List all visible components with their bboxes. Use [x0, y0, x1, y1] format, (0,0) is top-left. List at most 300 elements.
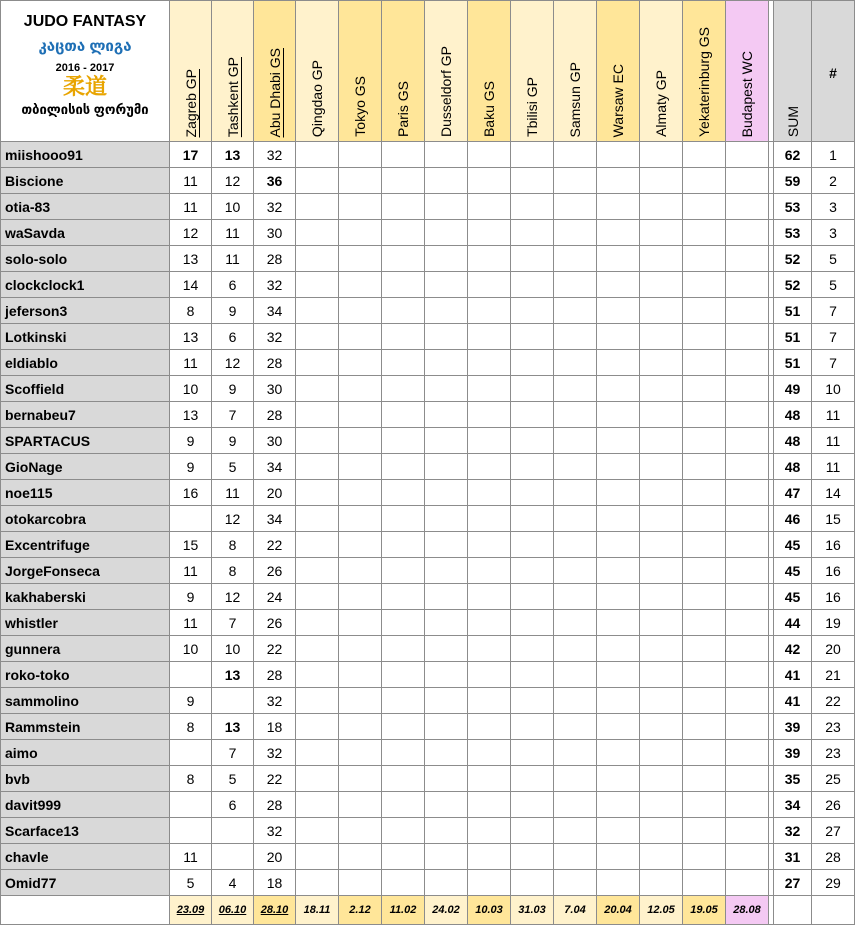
player-name[interactable]: Lotkinski: [1, 324, 170, 350]
player-name[interactable]: Excentrifuge: [1, 532, 170, 558]
score-cell[interactable]: [683, 194, 726, 220]
score-cell[interactable]: [296, 272, 339, 298]
table-row[interactable]: [1, 584, 855, 610]
score-cell[interactable]: [640, 792, 683, 818]
score-cell[interactable]: 7: [212, 610, 254, 636]
score-cell[interactable]: [468, 428, 511, 454]
score-cell[interactable]: [683, 844, 726, 870]
score-cell[interactable]: [683, 246, 726, 272]
score-cell[interactable]: [511, 220, 554, 246]
table-row[interactable]: [1, 714, 855, 740]
score-cell[interactable]: 13: [170, 402, 212, 428]
score-cell[interactable]: [511, 272, 554, 298]
score-cell[interactable]: [339, 428, 382, 454]
score-cell[interactable]: 7: [212, 740, 254, 766]
score-cell[interactable]: [382, 506, 425, 532]
score-cell[interactable]: [296, 870, 339, 896]
score-cell[interactable]: 9: [212, 376, 254, 402]
score-cell[interactable]: [640, 662, 683, 688]
score-cell[interactable]: [468, 272, 511, 298]
score-cell[interactable]: [339, 636, 382, 662]
sum-cell[interactable]: 47: [774, 480, 812, 506]
sum-cell[interactable]: 39: [774, 740, 812, 766]
score-cell[interactable]: 32: [254, 324, 296, 350]
score-cell[interactable]: 6: [212, 272, 254, 298]
score-cell[interactable]: [511, 168, 554, 194]
event-header-6[interactable]: [425, 1, 468, 142]
score-cell[interactable]: 8: [170, 766, 212, 792]
player-name[interactable]: aimo: [1, 740, 170, 766]
score-cell[interactable]: [339, 350, 382, 376]
score-cell[interactable]: [382, 142, 425, 168]
score-cell[interactable]: [511, 376, 554, 402]
score-cell[interactable]: [640, 766, 683, 792]
score-cell[interactable]: [554, 402, 597, 428]
player-name[interactable]: otia-83: [1, 194, 170, 220]
score-cell[interactable]: [339, 168, 382, 194]
score-cell[interactable]: 14: [170, 272, 212, 298]
score-cell[interactable]: [339, 558, 382, 584]
sum-cell[interactable]: 46: [774, 506, 812, 532]
score-cell[interactable]: [511, 142, 554, 168]
score-cell[interactable]: 9: [212, 298, 254, 324]
score-cell[interactable]: [554, 818, 597, 844]
sum-cell[interactable]: 48: [774, 402, 812, 428]
score-cell[interactable]: [382, 766, 425, 792]
score-cell[interactable]: [554, 844, 597, 870]
score-cell[interactable]: 18: [254, 714, 296, 740]
rank-cell[interactable]: 19: [812, 610, 855, 636]
score-cell[interactable]: [597, 636, 640, 662]
score-cell[interactable]: [296, 428, 339, 454]
score-cell[interactable]: [339, 688, 382, 714]
score-cell[interactable]: [683, 324, 726, 350]
score-cell[interactable]: [339, 272, 382, 298]
score-cell[interactable]: [425, 766, 468, 792]
rank-cell[interactable]: 23: [812, 740, 855, 766]
score-cell[interactable]: 9: [170, 428, 212, 454]
sum-cell[interactable]: 45: [774, 584, 812, 610]
rank-cell[interactable]: 7: [812, 350, 855, 376]
score-cell[interactable]: [468, 246, 511, 272]
score-cell[interactable]: [212, 818, 254, 844]
player-name[interactable]: eldiablo: [1, 350, 170, 376]
score-cell[interactable]: 11: [212, 246, 254, 272]
score-cell[interactable]: [597, 246, 640, 272]
score-cell[interactable]: [382, 402, 425, 428]
score-cell[interactable]: 8: [212, 558, 254, 584]
score-cell[interactable]: [554, 766, 597, 792]
score-cell[interactable]: [425, 272, 468, 298]
score-cell[interactable]: [382, 688, 425, 714]
score-cell[interactable]: [339, 480, 382, 506]
score-cell[interactable]: 9: [170, 688, 212, 714]
score-cell[interactable]: [726, 610, 769, 636]
score-cell[interactable]: [683, 818, 726, 844]
table-row[interactable]: [1, 454, 855, 480]
score-cell[interactable]: [597, 168, 640, 194]
player-name[interactable]: SPARTACUS: [1, 428, 170, 454]
score-cell[interactable]: [597, 688, 640, 714]
rank-cell[interactable]: 10: [812, 376, 855, 402]
score-cell[interactable]: [382, 480, 425, 506]
score-cell[interactable]: [425, 818, 468, 844]
score-cell[interactable]: 16: [170, 480, 212, 506]
score-cell[interactable]: [683, 402, 726, 428]
score-cell[interactable]: 34: [254, 298, 296, 324]
table-row[interactable]: [1, 636, 855, 662]
rank-cell[interactable]: 26: [812, 792, 855, 818]
rank-cell[interactable]: 7: [812, 324, 855, 350]
score-cell[interactable]: [511, 844, 554, 870]
score-cell[interactable]: [683, 610, 726, 636]
score-cell[interactable]: [425, 558, 468, 584]
score-cell[interactable]: [425, 220, 468, 246]
score-cell[interactable]: 20: [254, 844, 296, 870]
score-cell[interactable]: 32: [254, 688, 296, 714]
title-block[interactable]: [1, 1, 170, 142]
player-name[interactable]: Biscione: [1, 168, 170, 194]
sum-cell[interactable]: 41: [774, 688, 812, 714]
score-cell[interactable]: [597, 792, 640, 818]
score-cell[interactable]: 32: [254, 818, 296, 844]
table-row[interactable]: [1, 168, 855, 194]
score-cell[interactable]: [554, 506, 597, 532]
score-cell[interactable]: [640, 584, 683, 610]
score-cell[interactable]: [554, 870, 597, 896]
sum-cell[interactable]: 34: [774, 792, 812, 818]
score-cell[interactable]: 18: [254, 870, 296, 896]
event-header-0[interactable]: [170, 1, 212, 142]
player-name[interactable]: Scoffield: [1, 376, 170, 402]
table-row[interactable]: [1, 558, 855, 584]
sum-cell[interactable]: 59: [774, 168, 812, 194]
score-cell[interactable]: [425, 246, 468, 272]
score-cell[interactable]: [296, 766, 339, 792]
score-cell[interactable]: [382, 324, 425, 350]
score-cell[interactable]: [296, 688, 339, 714]
score-cell[interactable]: 28: [254, 792, 296, 818]
score-cell[interactable]: [468, 532, 511, 558]
score-cell[interactable]: [468, 350, 511, 376]
table-row[interactable]: [1, 662, 855, 688]
score-cell[interactable]: [296, 818, 339, 844]
score-cell[interactable]: [425, 142, 468, 168]
score-cell[interactable]: [339, 220, 382, 246]
score-cell[interactable]: [425, 168, 468, 194]
score-cell[interactable]: [468, 454, 511, 480]
score-cell[interactable]: [382, 558, 425, 584]
score-cell[interactable]: [511, 246, 554, 272]
event-header-1[interactable]: [212, 1, 254, 142]
score-cell[interactable]: 11: [170, 558, 212, 584]
score-cell[interactable]: [640, 610, 683, 636]
score-cell[interactable]: [597, 662, 640, 688]
score-cell[interactable]: [597, 584, 640, 610]
score-cell[interactable]: [726, 324, 769, 350]
score-cell[interactable]: 30: [254, 376, 296, 402]
score-cell[interactable]: [640, 844, 683, 870]
score-cell[interactable]: [726, 506, 769, 532]
score-cell[interactable]: [683, 662, 726, 688]
score-cell[interactable]: [554, 662, 597, 688]
sum-cell[interactable]: 35: [774, 766, 812, 792]
score-cell[interactable]: [468, 558, 511, 584]
score-cell[interactable]: [726, 870, 769, 896]
score-cell[interactable]: [554, 168, 597, 194]
score-cell[interactable]: [597, 142, 640, 168]
player-name[interactable]: bvb: [1, 766, 170, 792]
score-cell[interactable]: [683, 584, 726, 610]
score-cell[interactable]: [640, 740, 683, 766]
score-cell[interactable]: [296, 636, 339, 662]
event-header-7[interactable]: [468, 1, 511, 142]
score-cell[interactable]: [468, 168, 511, 194]
rank-cell[interactable]: 16: [812, 532, 855, 558]
score-cell[interactable]: [683, 870, 726, 896]
score-cell[interactable]: [425, 324, 468, 350]
score-cell[interactable]: 10: [212, 194, 254, 220]
player-name[interactable]: kakhaberski: [1, 584, 170, 610]
score-cell[interactable]: [683, 376, 726, 402]
score-cell[interactable]: [468, 766, 511, 792]
score-cell[interactable]: 10: [170, 636, 212, 662]
score-cell[interactable]: [468, 792, 511, 818]
table-row[interactable]: [1, 792, 855, 818]
score-cell[interactable]: [339, 584, 382, 610]
table-row[interactable]: [1, 142, 855, 168]
score-cell[interactable]: [425, 454, 468, 480]
sum-cell[interactable]: 39: [774, 714, 812, 740]
player-name[interactable]: GioNage: [1, 454, 170, 480]
event-header-13[interactable]: [726, 1, 769, 142]
table-row[interactable]: [1, 818, 855, 844]
score-cell[interactable]: [683, 298, 726, 324]
table-row[interactable]: [1, 844, 855, 870]
player-name[interactable]: solo-solo: [1, 246, 170, 272]
score-cell[interactable]: [640, 532, 683, 558]
score-cell[interactable]: [726, 532, 769, 558]
player-name[interactable]: davit999: [1, 792, 170, 818]
score-cell[interactable]: [339, 454, 382, 480]
score-cell[interactable]: [511, 636, 554, 662]
player-name[interactable]: Rammstein: [1, 714, 170, 740]
event-header-10[interactable]: [597, 1, 640, 142]
player-name[interactable]: waSavda: [1, 220, 170, 246]
player-name[interactable]: bernabeu7: [1, 402, 170, 428]
score-cell[interactable]: [726, 480, 769, 506]
score-cell[interactable]: 7: [212, 402, 254, 428]
sum-cell[interactable]: 51: [774, 324, 812, 350]
score-cell[interactable]: [726, 584, 769, 610]
score-cell[interactable]: [640, 714, 683, 740]
score-cell[interactable]: [554, 584, 597, 610]
score-cell[interactable]: 11: [170, 610, 212, 636]
table-row[interactable]: [1, 610, 855, 636]
rank-cell[interactable]: 7: [812, 298, 855, 324]
rank-cell[interactable]: 22: [812, 688, 855, 714]
score-cell[interactable]: [554, 246, 597, 272]
score-cell[interactable]: [511, 194, 554, 220]
player-name[interactable]: Scarface13: [1, 818, 170, 844]
score-cell[interactable]: [726, 636, 769, 662]
score-cell[interactable]: [382, 350, 425, 376]
table-row[interactable]: [1, 480, 855, 506]
rank-cell[interactable]: 27: [812, 818, 855, 844]
score-cell[interactable]: [468, 376, 511, 402]
event-header-9[interactable]: [554, 1, 597, 142]
score-cell[interactable]: [382, 636, 425, 662]
score-cell[interactable]: [640, 558, 683, 584]
score-cell[interactable]: [726, 662, 769, 688]
score-cell[interactable]: 5: [170, 870, 212, 896]
rank-cell[interactable]: 28: [812, 844, 855, 870]
score-cell[interactable]: 9: [170, 454, 212, 480]
event-header-12[interactable]: [683, 1, 726, 142]
score-cell[interactable]: [640, 298, 683, 324]
score-cell[interactable]: [554, 272, 597, 298]
score-cell[interactable]: 13: [170, 324, 212, 350]
score-cell[interactable]: 11: [170, 194, 212, 220]
score-cell[interactable]: [683, 740, 726, 766]
score-cell[interactable]: 9: [212, 428, 254, 454]
score-cell[interactable]: [468, 688, 511, 714]
score-cell[interactable]: 28: [254, 402, 296, 428]
score-cell[interactable]: [425, 584, 468, 610]
score-cell[interactable]: [425, 376, 468, 402]
score-cell[interactable]: [296, 584, 339, 610]
rank-cell[interactable]: 11: [812, 454, 855, 480]
score-cell[interactable]: [425, 636, 468, 662]
score-cell[interactable]: [511, 662, 554, 688]
score-cell[interactable]: 12: [170, 220, 212, 246]
score-cell[interactable]: [640, 350, 683, 376]
score-cell[interactable]: [597, 506, 640, 532]
sum-cell[interactable]: 32: [774, 818, 812, 844]
score-cell[interactable]: [511, 350, 554, 376]
score-cell[interactable]: [597, 480, 640, 506]
score-cell[interactable]: 13: [212, 714, 254, 740]
score-cell[interactable]: [511, 740, 554, 766]
score-cell[interactable]: [382, 298, 425, 324]
score-cell[interactable]: [339, 740, 382, 766]
score-cell[interactable]: [382, 818, 425, 844]
score-cell[interactable]: [511, 558, 554, 584]
score-cell[interactable]: 12: [212, 168, 254, 194]
score-cell[interactable]: [726, 194, 769, 220]
score-cell[interactable]: 22: [254, 766, 296, 792]
score-cell[interactable]: [296, 480, 339, 506]
score-cell[interactable]: [597, 428, 640, 454]
rank-cell[interactable]: 2: [812, 168, 855, 194]
score-cell[interactable]: [726, 402, 769, 428]
score-cell[interactable]: [683, 428, 726, 454]
event-header-11[interactable]: [640, 1, 683, 142]
sum-cell[interactable]: 51: [774, 350, 812, 376]
score-cell[interactable]: [511, 402, 554, 428]
table-row[interactable]: [1, 428, 855, 454]
rank-column-header[interactable]: [812, 1, 855, 142]
score-cell[interactable]: [296, 350, 339, 376]
score-cell[interactable]: [726, 818, 769, 844]
score-cell[interactable]: [468, 324, 511, 350]
sum-cell[interactable]: 62: [774, 142, 812, 168]
score-cell[interactable]: 34: [254, 506, 296, 532]
table-row[interactable]: [1, 324, 855, 350]
sum-cell[interactable]: 48: [774, 454, 812, 480]
score-cell[interactable]: [170, 662, 212, 688]
table-row[interactable]: [1, 350, 855, 376]
player-name[interactable]: roko-toko: [1, 662, 170, 688]
score-cell[interactable]: [511, 532, 554, 558]
score-cell[interactable]: [640, 324, 683, 350]
rank-cell[interactable]: 25: [812, 766, 855, 792]
score-cell[interactable]: [468, 220, 511, 246]
score-cell[interactable]: 11: [170, 844, 212, 870]
score-cell[interactable]: 12: [212, 584, 254, 610]
score-cell[interactable]: [468, 142, 511, 168]
player-name[interactable]: gunnera: [1, 636, 170, 662]
score-cell[interactable]: [683, 792, 726, 818]
score-cell[interactable]: [683, 636, 726, 662]
rank-cell[interactable]: 16: [812, 584, 855, 610]
score-cell[interactable]: [726, 350, 769, 376]
player-name[interactable]: whistler: [1, 610, 170, 636]
score-cell[interactable]: [339, 324, 382, 350]
score-cell[interactable]: [554, 220, 597, 246]
score-cell[interactable]: [554, 714, 597, 740]
score-cell[interactable]: [597, 714, 640, 740]
score-cell[interactable]: [726, 220, 769, 246]
score-cell[interactable]: [597, 558, 640, 584]
score-cell[interactable]: [339, 610, 382, 636]
score-cell[interactable]: [554, 454, 597, 480]
sum-column-header[interactable]: [774, 1, 812, 142]
score-cell[interactable]: [468, 740, 511, 766]
score-cell[interactable]: 11: [170, 350, 212, 376]
score-cell[interactable]: [683, 168, 726, 194]
score-cell[interactable]: [339, 402, 382, 428]
score-cell[interactable]: [382, 168, 425, 194]
table-row[interactable]: [1, 766, 855, 792]
score-cell[interactable]: [554, 376, 597, 402]
score-cell[interactable]: [468, 636, 511, 662]
score-cell[interactable]: [468, 506, 511, 532]
score-cell[interactable]: [425, 402, 468, 428]
score-cell[interactable]: [382, 610, 425, 636]
score-cell[interactable]: [554, 532, 597, 558]
score-cell[interactable]: [640, 194, 683, 220]
score-cell[interactable]: [170, 792, 212, 818]
score-cell[interactable]: 17: [170, 142, 212, 168]
score-cell[interactable]: [296, 714, 339, 740]
sum-cell[interactable]: 27: [774, 870, 812, 896]
score-cell[interactable]: [468, 194, 511, 220]
score-cell[interactable]: [382, 792, 425, 818]
score-cell[interactable]: [468, 298, 511, 324]
score-cell[interactable]: [683, 480, 726, 506]
score-cell[interactable]: [382, 454, 425, 480]
score-cell[interactable]: [296, 246, 339, 272]
score-cell[interactable]: [296, 194, 339, 220]
event-header-2[interactable]: [254, 1, 296, 142]
score-cell[interactable]: [683, 506, 726, 532]
rank-cell[interactable]: 5: [812, 272, 855, 298]
score-cell[interactable]: [296, 142, 339, 168]
score-cell[interactable]: [425, 428, 468, 454]
score-cell[interactable]: 22: [254, 532, 296, 558]
score-cell[interactable]: [554, 636, 597, 662]
